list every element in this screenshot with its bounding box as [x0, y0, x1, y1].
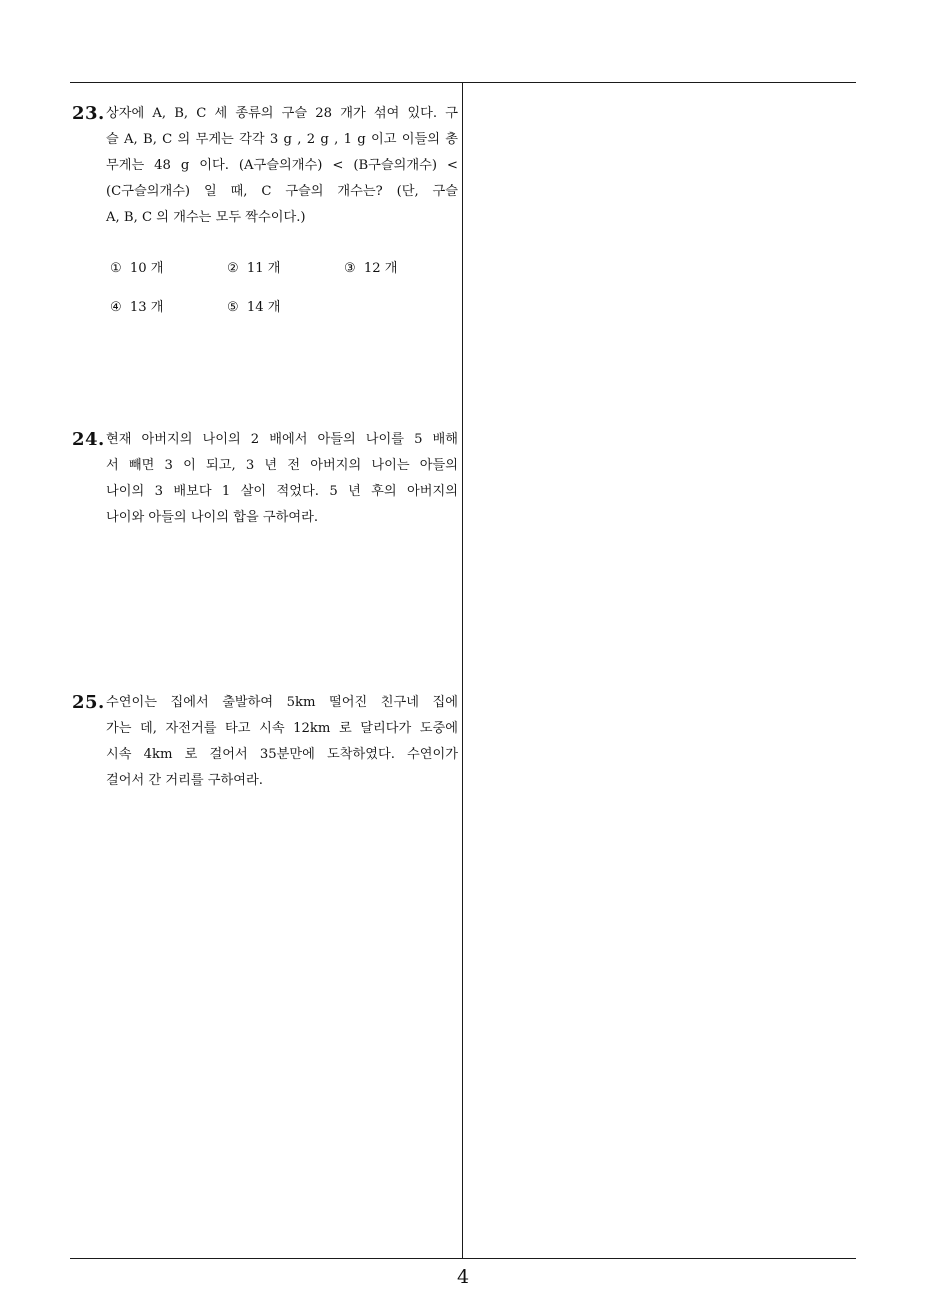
question-line: 가는 데, 자전거를 타고 시속 12km 로 달리다가 도중에	[106, 721, 458, 736]
question-line: 나이와 아들의 나이의 합을 구하여라.	[106, 510, 319, 525]
choice-text: 11 개	[246, 261, 281, 276]
choice-text: 14 개	[246, 300, 281, 315]
question-line: A, B, C 의 개수는 모두 짝수이다.)	[106, 210, 306, 225]
bottom-rule	[70, 1258, 856, 1259]
choice-3[interactable]	[344, 257, 398, 276]
answer-choices	[110, 253, 458, 333]
question-23	[72, 101, 458, 333]
choice-mark: ②	[227, 261, 239, 276]
choice-4[interactable]	[110, 296, 164, 315]
choice-1[interactable]	[110, 257, 164, 276]
choice-mark: ⑤	[227, 300, 239, 315]
top-rule	[70, 82, 856, 83]
question-25	[72, 690, 458, 794]
question-number: 24.	[72, 429, 105, 450]
page-number: 4	[456, 1266, 470, 1288]
column-divider	[462, 82, 463, 1258]
question-line: 상자에 A, B, C 세 종류의 구슬 28 개가 섞여 있다. 구	[106, 106, 458, 121]
choice-text: 12 개	[363, 261, 398, 276]
question-text	[106, 427, 458, 531]
choice-mark: ①	[110, 261, 122, 276]
question-line: 무게는 48 g 이다. (A구슬의개수) < (B구슬의개수) <	[106, 158, 458, 173]
question-line: 슬 A, B, C 의 무게는 각각 3 g , 2 g , 1 g 이고 이들의 총	[106, 132, 458, 147]
choice-mark: ④	[110, 300, 122, 315]
question-line: 수연이는 집에서 출발하여 5km 떨어진 친구네 집에	[106, 695, 458, 710]
question-line: 나이의 3 배보다 1 살이 적었다. 5 년 후의 아버지의	[106, 484, 458, 499]
choice-2[interactable]	[227, 257, 281, 276]
choice-text: 10 개	[129, 261, 164, 276]
question-line: 현재 아버지의 나이의 2 배에서 아들의 나이를 5 배해	[106, 432, 458, 447]
choice-text: 13 개	[129, 300, 164, 315]
question-line: (C구슬의개수) 일 때, C 구슬의 개수는? (단, 구슬	[106, 184, 458, 199]
question-line: 시속 4km 로 걸어서 35분만에 도착하였다. 수연이가	[106, 747, 458, 762]
question-text	[106, 690, 458, 794]
choice-5[interactable]	[227, 296, 281, 315]
question-24	[72, 427, 458, 531]
question-number: 25.	[72, 692, 105, 713]
choice-mark: ③	[344, 261, 356, 276]
question-number: 23.	[72, 103, 105, 124]
question-line: 서 빼면 3 이 되고, 3 년 전 아버지의 나이는 아들의	[106, 458, 458, 473]
question-text	[106, 101, 458, 231]
question-line: 걸어서 간 거리를 구하여라.	[106, 773, 263, 788]
